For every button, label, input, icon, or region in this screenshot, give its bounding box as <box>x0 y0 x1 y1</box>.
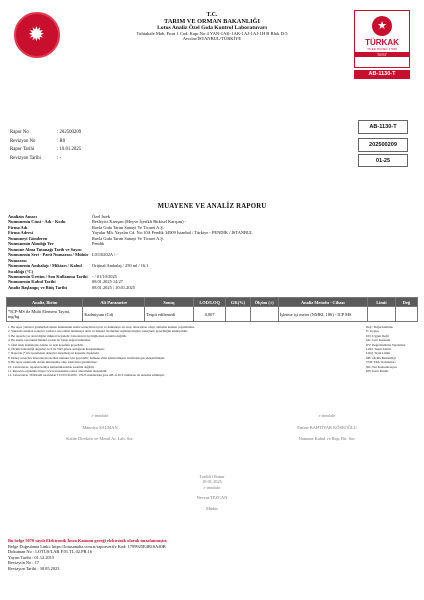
col-header: Alt Parametre <box>83 298 145 307</box>
info-value: Pendik <box>92 241 105 247</box>
cell-gk <box>226 307 250 322</box>
header-lab: Lotus Analiz Özel Gıda Kontrol Laboratuvarı <box>157 25 267 31</box>
note-item: 11. Raporun orijinaline https://www.lotusanaliz.com.tr adresinden ulaşılabilir. <box>8 369 108 374</box>
col-header: Değ <box>395 298 417 307</box>
report-notes <box>8 325 364 378</box>
sig-name: Nevzat TEZCAN <box>196 495 228 500</box>
info-label: Numunenin Seri - Parti Numarası / Mühür Numarası <box>8 252 89 263</box>
abbr-item: DV: Değerlendirme Yapılamaz <box>366 342 406 347</box>
meta-value: : - <box>57 155 62 161</box>
sig-role: e-imzalıdır <box>203 486 221 490</box>
ministry-logo <box>14 12 60 58</box>
abbr-item: NK: Net Konsantrasyon <box>366 364 397 369</box>
meta-label: Rapor Tarihi <box>10 147 35 152</box>
note-item: 6. Ölçüm belirsizliği değerleri k=2 ile %95 güven aralığında hesaplanmıştır. <box>8 347 105 352</box>
abbr-item: LOQ: Tayin Limiti <box>366 351 391 356</box>
col-header: GK(%) <box>226 298 250 307</box>
sig-name: Manolya SALMAN <box>82 425 118 430</box>
info-value: Yayalar Mh. Yayalar Cd. No:10A Pendik 34909 İstanbul / Türkiye - PENDİK / İSTANBUL <box>92 230 253 236</box>
abbr-item: ÖB: Ölçüm Belirsizliği <box>366 355 396 360</box>
cell-lod-loq: 0,007 <box>193 307 225 322</box>
meta-label: Revizyon Tarihi <box>10 155 41 161</box>
pub-date: Yayım Tarihi : 01.12.2015 <box>8 554 55 560</box>
report-meta <box>8 128 83 164</box>
note-item: 12. Laboratuvar TÜRKAK tarafından TS EN ISO/IEC 17025 standardına göre AB-1130-T numarası ile akredite edilmiştir. <box>8 373 165 378</box>
code-box-accreditation: AB-1130-T <box>358 120 408 134</box>
sig-role: e-imzalıdır <box>318 414 336 418</box>
note-item: 7. Raporda (*) ile işaretlenen deneyler akreditasyon kapsamı dışındadır. <box>8 351 100 356</box>
info-label: Firma Adı <box>8 224 28 230</box>
cell-method: İşletme içi metot (NMKL 186) - ICP MS <box>278 307 367 322</box>
sig-role: e-imzalıdır <box>91 414 109 418</box>
header-address-2: Avcılar/İSTANBUL/TÜRKİYE <box>182 36 242 41</box>
info-label: Numunenin Cinsi - Adı - Kodu <box>8 219 66 225</box>
cell-evaluation <box>395 307 417 322</box>
col-header: Analiz, Birim <box>7 298 83 307</box>
signature-right <box>262 414 392 441</box>
table-row <box>7 307 418 322</box>
info-label: Firma Adresi <box>8 230 33 236</box>
info-value: 08.01.2025 14:27 <box>92 279 123 285</box>
code-box-report-no: 202500209 <box>358 138 408 152</box>
turkak-standard: TS EN ISO/IEC 17025 <box>367 47 397 51</box>
info-row <box>8 263 412 274</box>
sig-date: 10.01.2025 <box>202 479 222 484</box>
note-item: 3. Bu raporda yer alan bilgiler müşteri beyanıdır; laboratuvar bu bilgilerden sorumlu değildir. <box>8 333 127 338</box>
note-item: 8. Deney sonuçları laboratuvara iletilen numune için geçerlidir; numune alma işlemi müşteri tarafından gerçekleştirilmiştir. <box>8 355 166 360</box>
info-value: Orijinal Ambalaj / 250 ml / 16,1 <box>92 263 149 269</box>
meta-value: : R0 <box>57 138 66 144</box>
sig-date-label: Tarihli Olunur <box>199 474 225 479</box>
note-item: 2. Yukarıda sunulan sonuçlar yalnızca test edilen numuneye aittir ve müşteri tarafından sağlanan bilgiler sonuçların geçerliliğini etkileyebilir. <box>8 329 188 334</box>
signature-left <box>40 414 160 441</box>
signature-center <box>152 474 272 511</box>
header-ministry: TARIM VE ORMAN BAKANLIĞI <box>164 18 260 25</box>
sig-title: Numune Kabul ve Rap. Bir. Sor. <box>298 436 356 441</box>
meta-row <box>10 156 81 163</box>
note-item: 10. Laboratuvar, raporun kötüye kullanılmasından sorumlu değildir. <box>8 364 95 369</box>
report-title: MUAYENE VE ANALİZ RAPORU <box>157 203 267 210</box>
meta-row <box>10 139 81 146</box>
results-header-row <box>7 298 418 307</box>
meta-label: Revizyon No <box>10 138 36 144</box>
info-label: Numunenin Üretim / Son Kullanma Tarihi <box>8 273 88 279</box>
meta-value: : 202500209 <box>57 130 82 135</box>
abbreviations <box>366 325 418 373</box>
report-footer <box>8 538 167 572</box>
sig-name: Emine BAHTİYAR KÖSEOĞLU <box>297 425 357 430</box>
info-value: - / 01/10/2025 <box>92 273 117 279</box>
report-header <box>80 12 344 41</box>
turkak-band: TEST <box>355 52 409 57</box>
info-value: Besleyici Karışım (Meyve İçerikli Bitkisel Karışım) - <box>92 219 187 225</box>
info-label: Numunenin Alındığı Yer <box>8 241 54 247</box>
turkak-brand: TÜRKAK <box>365 38 399 47</box>
info-label: Numuneyi Gönderen <box>8 235 48 241</box>
star-icon: ✹ <box>28 22 45 46</box>
abbr-item: U: Uygun <box>366 329 379 334</box>
meta-row <box>10 130 81 137</box>
info-value: 08.01.2025 / 10.01.2025 <box>92 284 135 290</box>
note-item: 9. Bu rapor elektronik olarak imzalanmış olup ıslak imza gerektirmez. <box>8 360 98 365</box>
info-label: Numune Alma Tutanağı Tarih ve Sayısı <box>8 246 82 252</box>
doc-no: Dokuman No : LOTUS/LAB.F.01.TL.02.PR.16 <box>8 549 92 555</box>
meta-row <box>10 147 81 154</box>
abbr-item: Değ.: Değerlendirme <box>366 325 393 329</box>
sig-title: Müdür <box>206 506 218 511</box>
rev-date: Revizyon Tarihi : 30.05.2023 <box>8 565 60 571</box>
abbr-item: TSD: Türk Standartları <box>366 360 396 365</box>
abbr-item: GK: Geri Kazanım <box>366 338 391 343</box>
cell-limit <box>368 307 396 322</box>
sample-info <box>8 214 412 290</box>
info-label: Analiz Başlangıç ve Bitiş Tarihi <box>8 284 67 290</box>
cell-parameter: Kadmiyum (Cd) <box>83 307 145 322</box>
info-label: Analizin Amacı <box>8 214 37 219</box>
meta-value: : 10.01.2025 <box>57 147 82 152</box>
meta-label: Rapor No <box>10 130 29 135</box>
info-value: Özel İstek <box>92 214 110 219</box>
header-tc: T.C. <box>206 12 218 18</box>
info-value: Ravla Gıda Tarım Sanayi Ve Ticaret A.Ş. <box>92 235 164 241</box>
rev-no: Revizyon No : 17 <box>8 560 40 566</box>
info-row <box>8 285 412 290</box>
note-item: 4. Bu analiz raporunun hukuki açıdan bir belge değeri bulunmaz. <box>8 338 91 343</box>
cell-result: Tespit edilemedi <box>145 307 194 322</box>
col-header: Sonuç <box>145 298 194 307</box>
note-item: 1. Bu rapor yalnızca gönderilen/alınan numunenin analiz sonuçlarını içerir ve numuneye ait olup, laboratuvar onayı olmadan kısmen çoğaltılamaz. <box>8 325 195 329</box>
results-table <box>6 297 418 322</box>
header-address-1: Tuhtakale Mah. Fırat 1 Cad. Kapı No:4 YAN-1AK-1AK-1AJ-1AJ-1H B Blok D:5 <box>136 31 288 36</box>
sig-title: Kalite Direktör ve Mesul Ar. Lab. Sor. <box>66 436 134 441</box>
code-box-period: 01-25 <box>358 154 408 167</box>
info-label: Numunenin Kabul Tarihi <box>8 279 56 285</box>
info-value: L0110202A / - <box>92 252 118 258</box>
col-header: LOD/LOQ <box>193 298 225 307</box>
info-label: Numunenin Ambalajı / Miktarı / Kabul Sıcaklığı (°C) <box>8 263 82 274</box>
col-header: Analiz Metodu - Cihazı <box>278 298 367 307</box>
abbr-item: UD: Uygun Değil <box>366 333 389 338</box>
col-header: Ölçüm (±) <box>250 298 278 307</box>
cell-analysis: *ICP-MS ile Multi Element Tayini, mg/kg <box>7 307 83 322</box>
esignature-warning: Bu belge 5070 sayılı Elektronik İmza Kanunu gereği elektronik olarak imzalanmıştır. <box>8 538 168 543</box>
turkak-code: AB-1130-T <box>354 70 410 79</box>
col-header: Limit <box>368 298 396 307</box>
info-value: Ravla Gıda Tarım Sanayi Ve Ticaret A.Ş. <box>92 224 164 230</box>
note-item: 5. Özel istek analizlerde ödeme ve iade koşulları geçerlidir. <box>8 342 84 347</box>
verify-link[interactable]: Belge Doğrulama Linki: https://lotusanaliz.com.tr/raporverify Kod: 1799925E4B16A40B <box>8 543 166 549</box>
turkak-star-icon: ★ <box>372 16 392 36</box>
cell-uncertainty <box>250 307 278 322</box>
abbr-item: LOD: Tespit Limiti <box>366 347 391 352</box>
info-row <box>8 252 412 263</box>
turkak-logo <box>354 10 410 84</box>
abbr-item: KH: Kuru Madde <box>366 369 389 374</box>
